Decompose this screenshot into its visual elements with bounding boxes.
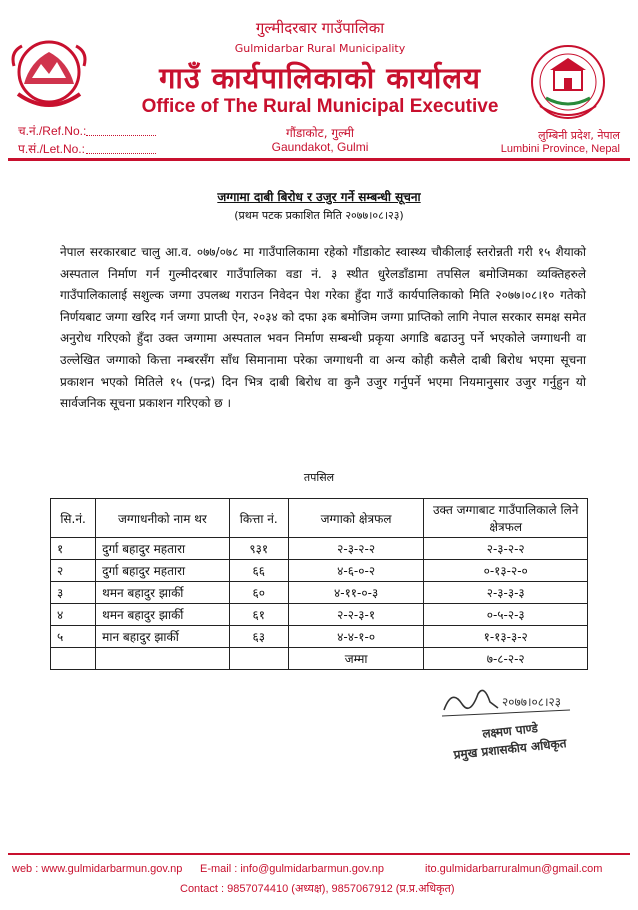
- address-nepali: गौंडाकोट, गुल्मी: [285, 126, 355, 140]
- acquired-area-cell: ०-१३-२-०: [424, 560, 588, 582]
- letter-number-label: प.सं./Let.No.:: [18, 142, 85, 156]
- table-row: [51, 560, 588, 582]
- office-title-english: Office of The Rural Municipal Executive: [141, 96, 499, 117]
- owner-name-cell: दुर्गा बहादुर महतारा: [96, 538, 229, 560]
- table-row: [51, 626, 588, 648]
- land-area-cell: ४-६-०-२: [288, 560, 424, 582]
- owner-name-cell: थमन बहादुर झार्की: [96, 604, 229, 626]
- land-area-cell: ४-११-०-३: [288, 582, 424, 604]
- letter-number-line: [86, 153, 156, 154]
- notice-publication-date: (प्रथम पटक प्रकाशित मिति २०७७।०८।२३): [234, 209, 404, 222]
- total-value: ७-८-२-२: [424, 648, 588, 670]
- land-area-cell: २-२-३-१: [288, 604, 424, 626]
- province-english: Lumbini Province, Nepal: [500, 143, 620, 155]
- notice-body: नेपाल सरकारबाट चालु आ.व. ०७७/०७८ मा गाउँपालिकामा रहेको गौंडाकोट स्वास्थ्य चौकीलाई स्तरोन्नती गरी १५ शैयाको अस्पताल निर्माण गर्न गुल्मीदरबार गाउँपालिका वडा नं. ३ स्थीत धुरेलडाँडामा तपसिल बमोजिमका व्यक्तिहरुले गाउँपालिकालाई सशुल्क जग्गा उपलब्ध गराउन निवेदन पेश गरेका हुँदा गाउँ कार्यपालिकाको मिति २०७७।०८।१० गतेको निर्णयबाट जग्गा खरिद गर्न जग्गा प्राप्ती ऐन, २०३४ को दफा ३क बमोजिम जग्गा प्राप्तिको लागि नेपाल सरकार समक्ष समेत अनुरोध गरिएको हुँदा उक्त जग्गामा अस्पताल भवन निर्माण सम्बन्धी प्रकृया अगाडि बढाउनु पर्ने भएकोले जग्गाधनी वा उल्लेखित जग्गाको कित्ता नम्बरसँग साँध सिमानामा परेका जग्गाधनी वा अन्य कोही कसैले दाबी बिरोध भएमा सूचना प्रकाशन भएको मितिले १५ (पन्द्र) दिन भित्र दाबी बिरोध वा कुनै उजुर गर्नुपर्ने भएमा नियमानुसार उजुर गर्नुहुन यो सार्वजनिक सूचना प्रकाशन गरिएको छ ।: [60, 245, 586, 411]
- owner-name-cell: थमन बहादुर झार्की: [96, 582, 229, 604]
- footer-email[interactable]: E-mail : info@gulmidarbarmun.gov.np: [200, 863, 384, 875]
- municipality-name-english: Gulmidarbar Rural Municipality: [234, 42, 406, 55]
- signature-date: २०७७।०८।२३: [502, 695, 562, 709]
- serial-number-cell: ३: [51, 582, 96, 604]
- owner-name-cell: मान बहादुर झार्की: [96, 626, 229, 648]
- ref-number-label: च.नं./Ref.No.:: [18, 124, 87, 138]
- owner-name-cell: दुर्गा बहादुर महतारा: [96, 560, 229, 582]
- footer-email-secondary[interactable]: ito.gulmidarbarruralmun@gmail.com: [425, 863, 603, 875]
- table-row: [51, 604, 588, 626]
- schedule-label: तपसिल: [303, 471, 335, 484]
- column-header: उक्त जग्गाबाट गाउँपालिकाले लिने क्षेत्रफल: [424, 499, 588, 538]
- signatory-title: प्रमुख प्रशासकीय अधिकृत: [452, 736, 568, 762]
- plot-number-cell: ६१: [229, 604, 288, 626]
- table-row: [51, 582, 588, 604]
- acquired-area-cell: २-३-३-३: [424, 582, 588, 604]
- serial-number-cell: ५: [51, 626, 96, 648]
- column-header: जग्गाको क्षेत्रफल: [288, 499, 424, 538]
- table-total-row: [51, 648, 588, 670]
- column-header: सि.नं.: [51, 499, 96, 538]
- total-label: जम्मा: [288, 648, 424, 670]
- plot-number-cell: ९३१: [229, 538, 288, 560]
- land-owner-table: [50, 498, 588, 670]
- signatory-name: लक्ष्मण पाण्डे: [481, 721, 539, 741]
- acquired-area-cell: १-१३-३-२: [424, 626, 588, 648]
- land-area-cell: ४-४-१-०: [288, 626, 424, 648]
- serial-number-cell: १: [51, 538, 96, 560]
- signature-scribble: [440, 680, 580, 720]
- empty-cell: [96, 648, 229, 670]
- serial-number-cell: २: [51, 560, 96, 582]
- header-divider: [8, 158, 630, 161]
- acquired-area-cell: २-३-२-२: [424, 538, 588, 560]
- footer-divider: [8, 853, 630, 855]
- land-area-cell: २-३-२-२: [288, 538, 424, 560]
- address-english: Gaundakot, Gulmi: [271, 140, 369, 154]
- footer-website[interactable]: web : www.gulmidarbarmun.gov.np: [12, 863, 183, 875]
- province-nepali: लुम्बिनी प्रदेश, नेपाल: [538, 129, 620, 142]
- municipality-name-nepali: गुल्मीदरबार गाउँपालिका: [255, 19, 385, 37]
- column-header: जग्गाधनीको नाम थर: [96, 499, 229, 538]
- acquired-area-cell: ०-५-२-३: [424, 604, 588, 626]
- table-row: [51, 538, 588, 560]
- serial-number-cell: ४: [51, 604, 96, 626]
- plot-number-cell: ६६: [229, 560, 288, 582]
- ref-number-line: [86, 135, 156, 136]
- plot-number-cell: ६०: [229, 582, 288, 604]
- nepal-emblem-logo: [10, 32, 88, 114]
- table-header-row: [51, 499, 588, 538]
- empty-cell: [51, 648, 96, 670]
- empty-cell: [229, 648, 288, 670]
- column-header: कित्ता नं.: [229, 499, 288, 538]
- footer-contact: Contact : 9857074410 (अध्यक्ष), 9857067912 (प्र.प्र.अधिकृत): [180, 883, 455, 895]
- notice-title: जग्गामा दाबी बिरोध र उजुर गर्ने सम्बन्धी सूचना: [217, 190, 421, 204]
- office-title-nepali: गाउँ कार्यपालिकाको कार्यालय: [159, 61, 481, 95]
- plot-number-cell: ६३: [229, 626, 288, 648]
